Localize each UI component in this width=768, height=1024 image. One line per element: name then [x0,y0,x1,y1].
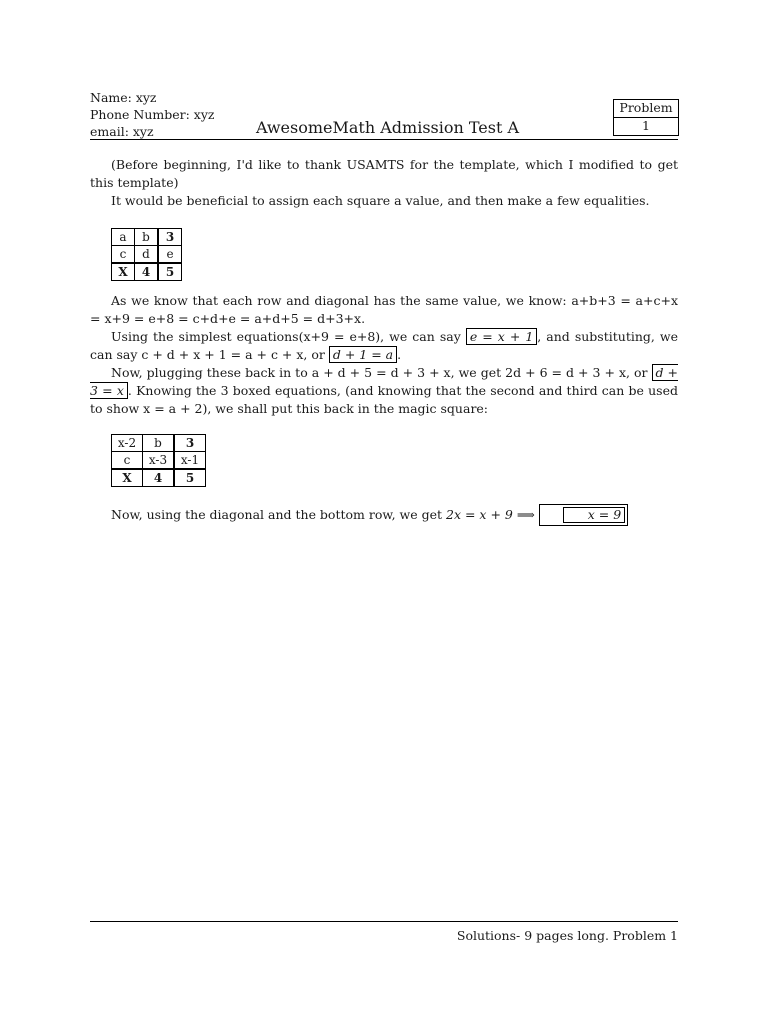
table-cell: 5 [158,263,182,281]
header-rule [90,139,678,140]
table-cell: e [158,246,182,264]
table-cell: 3 [174,435,206,452]
table-row [112,452,206,470]
problem-label: Problem [619,100,673,115]
table-cell: d [135,246,159,264]
table-row [112,246,182,264]
simplest-paragraph: Using the simplest equations(x+9 = e+8), we can say e = x + 1 , and substituting, we can say c + d + x + 1 = a + c + x, or d + 1 = a . [90,329,678,362]
magic-square-in-x [111,434,206,487]
table-cell: b [143,435,175,452]
table-row [112,469,206,487]
table-cell: 3 [158,229,182,246]
problem-box [613,99,679,136]
student-info [90,89,215,140]
boxed-equation-x: d + 3 = x [90,365,679,398]
table-cell: c [112,246,135,264]
document-page [90,0,678,1024]
problem-number: 1 [614,117,678,135]
thanks-paragraph: (Before beginning, I'd like to thank USAMTS for the template, which I modified to get this template) [90,157,678,190]
name-line: Name: xyz [90,90,157,105]
rows-paragraph: As we know that each row and diagonal has the same value, we know: a+b+3 = a+c+x = x+9 = e+8 = c+d+e = a+d+5 = d+3+x. [90,293,678,326]
test-title: AwesomeMath Admission Test A [256,118,520,137]
final-equation: 2x = x + 9 ⟹ [446,507,539,522]
final-answer-box [539,504,628,526]
plugging-paragraph: Now, plugging these back in to a + d + 5 = d + 3 + x, we get 2d + 6 = d + 3 + x, or d + 3 = x . Knowing the 3 boxed equations, (and knowing that the second and third can be used to show x = a + 2), we shall put this back in the magic square: [90,365,679,416]
table-cell: x-1 [174,452,206,470]
table-cell: b [135,229,159,246]
table-cell: x-2 [112,435,143,452]
table-row [112,229,182,246]
table-cell: c [112,452,143,470]
magic-square-variables [111,228,182,281]
page-footer: Solutions- 9 pages long. Problem 1 [456,928,678,943]
table-cell: 5 [174,469,206,487]
table-cell: 4 [143,469,175,487]
final-paragraph: Now, using the diagonal and the bottom row, we get 2x = x + 9 ⟹ x = 9 [90,504,678,526]
table-row [112,263,182,281]
table-cell: a [112,229,135,246]
email-line: email: xyz [90,124,154,139]
table-cell: X [112,469,143,487]
table-cell: x-3 [143,452,175,470]
intro-paragraph: It would be beneficial to assign each square a value, and then make a few equalities. [111,193,650,208]
phone-line: Phone Number: xyz [90,107,215,122]
table-row [112,435,206,452]
boxed-equation-e: e = x + 1 [466,328,537,345]
boxed-equation-d: d + 1 = a [329,346,397,363]
final-answer: x = 9 [563,507,625,523]
table-cell: X [112,263,135,281]
footer-rule [90,921,678,922]
table-cell: 4 [135,263,159,281]
